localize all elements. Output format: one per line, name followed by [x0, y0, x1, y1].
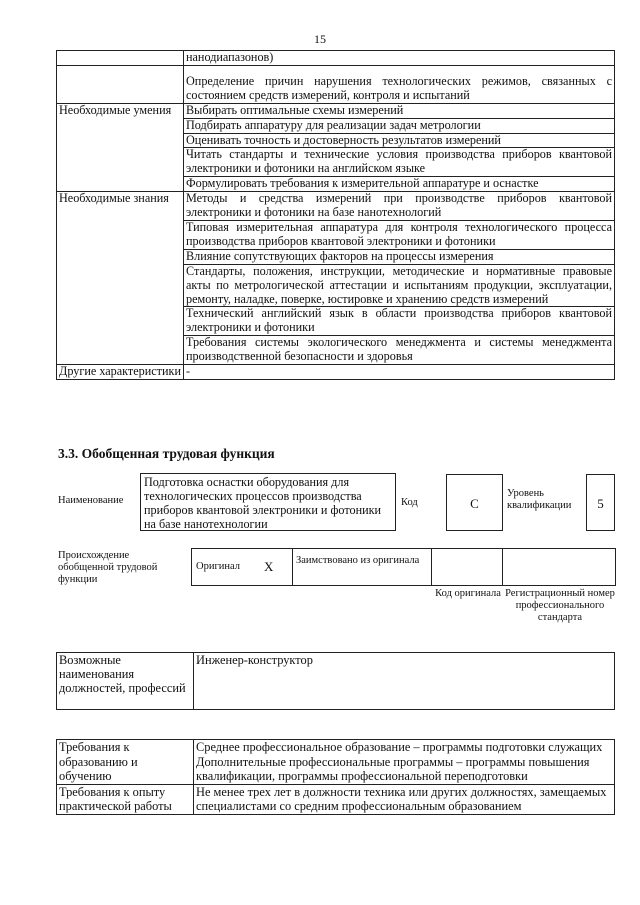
education-line: Дополнительные профессиональные программы – программы повышения квалификации, программы профессиональной переподготовки	[196, 754, 590, 784]
requirements-table	[56, 739, 615, 815]
table-cell: нанодиапазонов)	[184, 51, 615, 66]
reg-number-caption: Регистрационный номер профессионального стандарта	[505, 588, 615, 623]
divider	[502, 549, 503, 585]
table-cell: Требования системы экологического менеджмента и системы менеджмента производственной безопасности и здоровья	[184, 336, 615, 365]
education-line: Среднее профессиональное образование – программы подготовки служащих	[196, 740, 603, 754]
name-label: Наименование	[58, 495, 124, 506]
table-row	[57, 365, 615, 380]
positions-value: Инженер-конструктор	[194, 653, 615, 710]
row-label-knowledge: Необходимые знания	[57, 192, 184, 365]
table-cell: Типовая измерительная аппаратура для контроля технологического процесса производства приборов квантовой электроники и фотоники	[184, 220, 615, 249]
education-label: Требования к образованию и обучению	[57, 740, 194, 785]
table-cell: Оценивать точность и достоверность результатов измерений	[184, 133, 615, 148]
table-row	[57, 653, 615, 710]
education-value	[194, 740, 615, 785]
origin-label: Происхождение обобщенной трудовой функции	[58, 550, 158, 585]
table-cell: Читать стандарты и технические условия производства приборов квантовой электроники и фотоники на английском языке	[184, 148, 615, 177]
code-label: Код	[401, 497, 418, 508]
table-row	[57, 740, 615, 785]
borrowed-label: Заимствовано из оригинала	[296, 555, 420, 566]
row-label-other: Другие характеристики	[57, 365, 184, 380]
section-title: 3.3. Обобщенная трудовая функция	[58, 446, 275, 461]
code-value-box: C	[446, 474, 503, 531]
level-value-box: 5	[586, 474, 615, 531]
table-cell: Влияние сопутствующих факторов на процессы измерения	[184, 249, 615, 264]
positions-label: Возможные наименования должностей, профессий	[57, 653, 194, 710]
table-cell: Определение причин нарушения технологических режимов, связанных с состоянием средств измерений, контроля и испытаний	[184, 65, 615, 103]
experience-value	[194, 784, 615, 814]
table-cell: Подбирать аппаратуру для реализации задач метрологии	[184, 118, 615, 133]
table-cell: Формулировать требования к измерительной аппаратуре и оснастке	[184, 177, 615, 192]
experience-line: Не менее трех лет в должности техника или других должностях, замещаемых специалистами со средним профессиональным образованием	[196, 784, 607, 814]
table-row	[57, 784, 615, 814]
positions-table	[56, 652, 615, 710]
code-original-caption: Код оригинала	[435, 588, 501, 599]
divider	[292, 549, 293, 585]
page-number: 15	[314, 32, 326, 46]
table-row	[57, 103, 615, 118]
table-row	[57, 192, 615, 221]
original-mark: X	[264, 559, 274, 574]
row-label-skills: Необходимые умения	[57, 103, 184, 191]
divider	[431, 549, 432, 585]
skills-knowledge-table	[56, 50, 615, 380]
table-cell: Стандарты, положения, инструкции, методические и нормативные правовые акты по метрологической аттестации и испытаниям продукции, эксплуатации, ремонту, наладке, поверке, юстировке и хранению средств измерений	[184, 264, 615, 307]
experience-label: Требования к опыту практической работы	[57, 784, 194, 814]
table-row	[57, 51, 615, 66]
table-row	[57, 65, 615, 103]
original-label: Оригинал	[196, 561, 240, 572]
table-cell: Выбирать оптимальные схемы измерений	[184, 103, 615, 118]
level-label: Уровень квалификации	[507, 488, 572, 511]
table-cell: Технический английский язык в области производства приборов квантовой электроники и фотоники	[184, 307, 615, 336]
origin-row	[191, 548, 616, 586]
function-name-box: Подготовка оснастки оборудования для технологических процессов производства приборов квантовой электроники и фотоники на базе нанотехнологии	[140, 473, 396, 531]
table-cell: Методы и средства измерений при производстве приборов квантовой электроники и фотоники на базе нанотехнологий	[184, 192, 615, 221]
table-cell: -	[184, 365, 615, 380]
